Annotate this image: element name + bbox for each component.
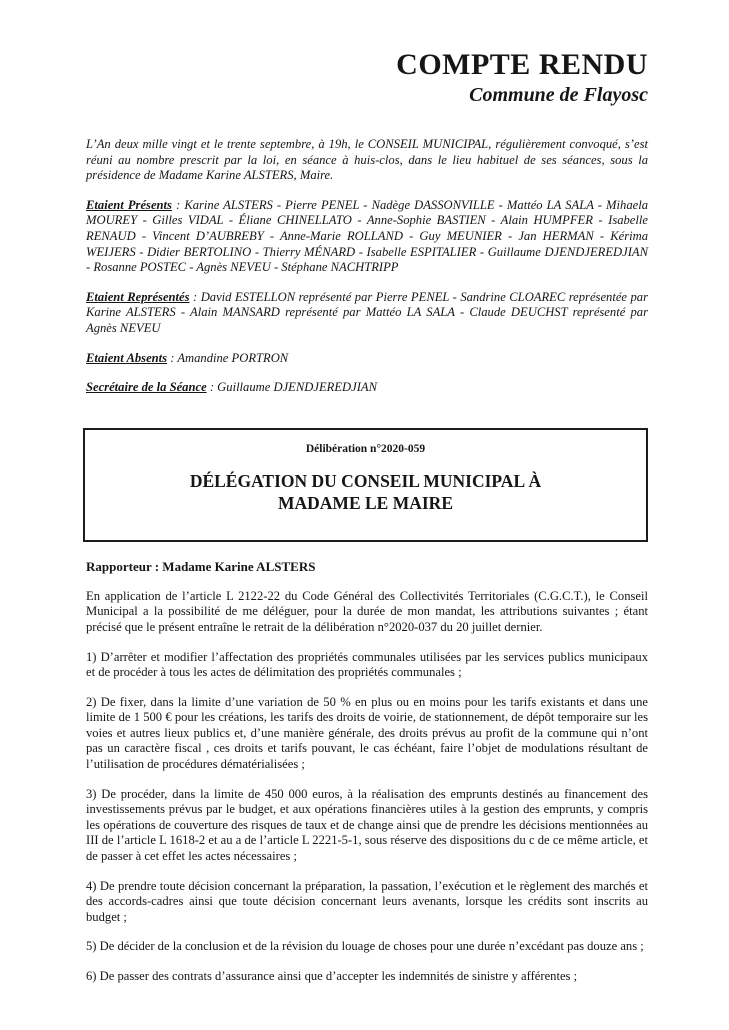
rapporteur-line: Rapporteur : Madame Karine ALSTERS — [86, 558, 316, 574]
body-intro-paragraph: En application de l’article L 2122-22 du Code Général des Collectivités Territoriales (C.G.C.T.), le Conseil Municipal a la possibilité de me déléguer, pour la durée de mon mandat, les attributions suivantes ; étant précisé que le présent entraîne le retrait de la délibération n°2020-037 du 20 juillet dernier. — [86, 588, 648, 634]
attendance-secretary — [86, 380, 648, 396]
body-item-4: 4) De prendre toute décision concernant la préparation, la passation, l’exécution et le règlement des marchés et des accords-cadres ainsi que toute décision concernant leurs avenants, lorsque les crédits sont inscrits au budget ; — [86, 878, 648, 924]
attendance-represented — [86, 290, 648, 337]
attendance-presents-names: Karine ALSTERS - Pierre PENEL - Nadège DASSONVILLE - Mattéo LA SALA - Mihaela MOUREY - Gilles VIDAL - Éliane CHINELLATO - Anne-Sophie BASTIEN - Alain HUMPFER - Isabelle RENAUD - Vincent D’AUBREBY - Anne-Marie ROLLAND - Guy MEUNIER - Jan HERMAN - Kérima WEIJERS - Didier BERTOLINO - Thierry MÉNARD - Isabelle ESPITALIER - Guillaume DJENDJEREDJIAN - Rosanne POSTEC - Agnès NEVEU - Stéphane NACHTRIPP — [86, 197, 649, 275]
attendance-absents — [86, 351, 648, 367]
attendance-secretary-name: Guillaume DJENDJEREDJIAN — [217, 380, 377, 395]
attendance-represented-names: David ESTELLON représenté par Pierre PENEL - Sandrine CLOAREC représentée par Karine ALSTERS - Alain MANSARD représenté par Mattéo LA SALA - Claude DEUCHST représenté par Agnès NEVEU — [86, 289, 648, 335]
attendance-secretary-label: Secrétaire de la Séance — [86, 380, 207, 395]
preamble-paragraph: L’An deux mille vingt et le trente septembre, à 19h, le CONSEIL MUNICIPAL, régulièrement convoqué, s’est réuni au nombre prescrit par la loi, en séance à huis-clos, dans le lieu habituel de ses séances, sous la présidence de Madame Karine ALSTERS, Maire. — [86, 137, 648, 183]
attendance-absents-label: Etaient Absents — [86, 350, 168, 365]
deliberation-body — [86, 589, 648, 985]
body-item-2: 2) De fixer, dans la limite d’une variation de 50 % en plus ou en moins pour les tarifs existants et dans une limite de 1 500 € pour les créations, les tarifs des droits de voirie, de stationnement, de dépôt temporaire sur les voies et autres lieux publics et, d’une manière générale, des droits prévus au profit de la commune qui n’ont pas un caractère fiscal , ces droits et tarifs pouvant, le cas échéant, faire l’objet de modulations résultant de l’utilisation de procédures dématérialisées ; — [86, 694, 648, 772]
attendance-secretary-separator: : — [206, 380, 218, 395]
attendance-represented-label: Etaient Représentés — [86, 289, 190, 304]
attendance-absents-names: Amandine PORTRON — [177, 350, 289, 365]
document-title: COMPTE RENDU — [396, 48, 648, 81]
body-item-5: 5) De décider de la conclusion et de la révision du louage de choses pour une durée n’excédant pas douze ans ; — [86, 939, 644, 954]
deliberation-box — [83, 428, 648, 542]
attendance-represented-separator: : — [189, 289, 201, 304]
body-item-3: 3) De procéder, dans la limite de 450 000 euros, à la réalisation des emprunts destinés au financement des investissements prévus par le budget, et aux opérations financières utiles à la gestion des emprunts, y compris les opérations de couverture des risques de taux et de change ainsi que de prendre les décisions mentionnées au III de l’article L 1618-2 et au a de l’article L 2221-5-1, sous réserve des dispositions du c de ce même article, et de passer à cet effet les actes nécessaires ; — [86, 786, 648, 864]
attendance-absents-separator: : — [167, 350, 178, 365]
attendance-presents — [86, 198, 648, 276]
deliberation-title — [95, 470, 636, 514]
deliberation-number: Délibération n°2020-059 — [305, 442, 426, 455]
deliberation-title-line2: MADAME LE MAIRE — [278, 492, 453, 513]
attendance-section — [86, 198, 648, 396]
attendance-presents-separator: : — [171, 197, 185, 212]
body-item-6: 6) De passer des contrats d’assurance ainsi que d’accepter les indemnités de sinistre y afférentes ; — [86, 969, 578, 983]
document-subtitle: Commune de Flayosc — [469, 84, 648, 106]
deliberation-title-line1: DÉLÉGATION DU CONSEIL MUNICIPAL À — [189, 470, 542, 491]
attendance-presents-label: Etaient Présents — [86, 197, 172, 212]
body-item-1: 1) D’arrêter et modifier l’affectation des propriétés communales utilisées par les services publics municipaux et de procéder à tous les actes de délimitation des propriétés communales ; — [86, 649, 648, 680]
